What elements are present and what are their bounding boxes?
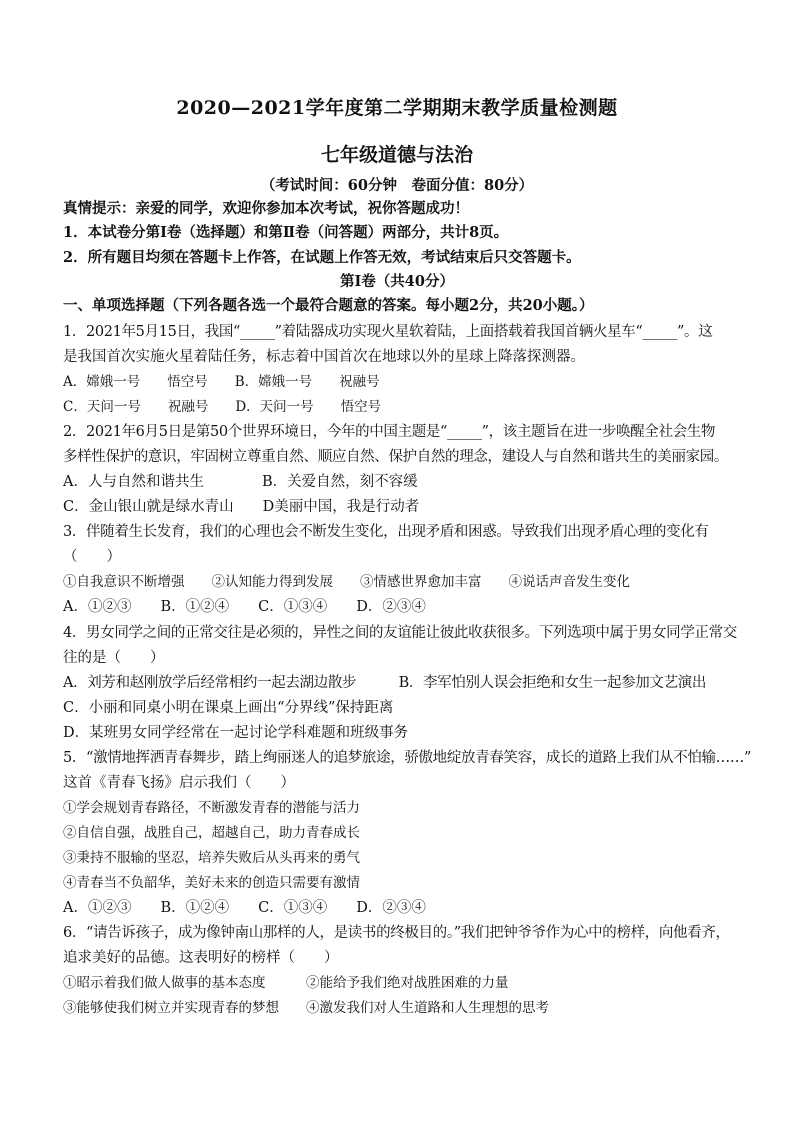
question-4-option-c: C．小丽和同桌小明在课桌上画出“分界线”保持距离 (63, 700, 394, 716)
question-2-options-ab: A．人与自然和谐共生 B．关爱自然，刻不容缓 (63, 474, 418, 490)
section-title: 第Ⅰ卷（共40分） (340, 273, 454, 290)
note-1: 1．本试卷分第Ⅰ卷（选择题）和第Ⅱ卷（问答题）两部分，共计8页。 (63, 224, 509, 241)
question-1-options-cd: C．天问一号 祝融号 D．天问一号 悟空号 (63, 399, 382, 415)
section-instruction: 一、单项选择题（下列各题各选一个最符合题意的答案。每小题2分，共20小题。） (63, 297, 594, 314)
note-2: 2．所有题目均须在答题卡上作答，在试题上作答无效，考试结束后只交答题卡。 (63, 249, 581, 266)
question-4-option-d: D．某班男女同学经常在一起讨论学科难题和班级事务 (63, 725, 409, 741)
question-5-statement-2: ②自信自强，战胜自己，超越自己，助力青春成长 (63, 825, 360, 841)
question-4-line-2: 往的是（ ） (63, 650, 165, 666)
question-5-statement-4: ④青春当不负韶华，美好未来的创造只需要有激情 (63, 875, 360, 891)
question-3-options: A．①②③ B．①②④ C．①③④ D．②③④ (63, 599, 426, 615)
question-4-line-1: 4．男女同学之间的正常交往是必须的，异性之间的友谊能让彼此收获很多。下列选项中属于男女同学正常交 (63, 625, 737, 641)
exam-info: （考试时间：60分钟 卷面分值：80分） (260, 177, 534, 194)
question-6-line-1: 6．“请告诉孩子，成为像钟南山那样的人，是读书的终极目的。”我们把钟爷爷作为心中的榜样，向他看齐， (63, 925, 730, 941)
greeting: 真情提示：亲爱的同学，欢迎你参加本次考试，祝你答题成功！ (63, 200, 469, 217)
question-3-statements: ①自我意识不断增强 ②认知能力得到发展 ③情感世界愈加丰富 ④说话声音发生变化 (63, 574, 630, 590)
question-6-statements-34: ③能够使我们树立并实现青春的梦想 ④激发我们对人生道路和人生理想的思考 (63, 1000, 549, 1016)
question-6-statements-12: ①昭示着我们做人做事的基本态度 ②能给予我们绝对战胜困难的力量 (63, 975, 509, 991)
question-3-line-2: （ ） (63, 549, 121, 565)
question-5-statement-1: ①学会规划青春路径，不断激发青春的潜能与活力 (63, 800, 360, 816)
question-2-options-cd: C．金山银山就是绿水青山 D美丽中国，我是行动者 (63, 499, 420, 515)
question-2-line-2: 多样性保护的意识，牢固树立尊重自然、顺应自然、保护自然的理念，建设人与自然和谐共生的美丽家园。 (63, 449, 729, 465)
question-5-line-2: 这首《青春飞扬》启示我们（ ） (63, 775, 295, 791)
exam-title: 2020—2021学年度第二学期期末教学质量检测题 (176, 97, 618, 119)
question-5-options: A．①②③ B．①②④ C．①③④ D．②③④ (63, 900, 426, 916)
question-1-options-ab: A．嫦娥一号 悟空号 B．嫦娥一号 祝融号 (63, 374, 380, 390)
question-6-line-2: 追求美好的品德。这表明好的榜样（ ） (63, 950, 339, 966)
question-2-line-1: 2．2021年6月5日是第50个世界环境日，今年的中国主题是“_____”，该主题旨在进一步唤醒全社会生物 (63, 424, 716, 440)
question-5-line-1: 5．“激情地挥洒青春舞步，踏上绚丽迷人的追梦旅途，骄傲地绽放青春笑容，成长的道路上我们从不怕输……” (63, 750, 752, 766)
question-1-line-2: 是我国首次实施火星着陆任务，标志着中国首次在地球以外的星球上降落探测器。 (63, 349, 585, 365)
question-4-options-ab: A．刘芳和赵刚放学后经常相约一起去湖边散步 B．李军怕别人误会拒绝和女生一起参加文艺演出 (63, 675, 707, 691)
question-3-line-1: 3．伴随着生长发育，我们的心理也会不断发生变化，出现矛盾和困惑。导致我们出现矛盾心理的变化有 (63, 524, 709, 540)
question-1-line-1: 1．2021年5月15日，我国“_____”着陆器成功实现火星软着陆，上面搭载着我国首辆火星车“_____”。这 (63, 324, 713, 340)
exam-subtitle: 七年级道德与法治 (320, 144, 473, 166)
question-5-statement-3: ③秉持不服输的坚忍，培养失败后从头再来的勇气 (63, 850, 360, 866)
